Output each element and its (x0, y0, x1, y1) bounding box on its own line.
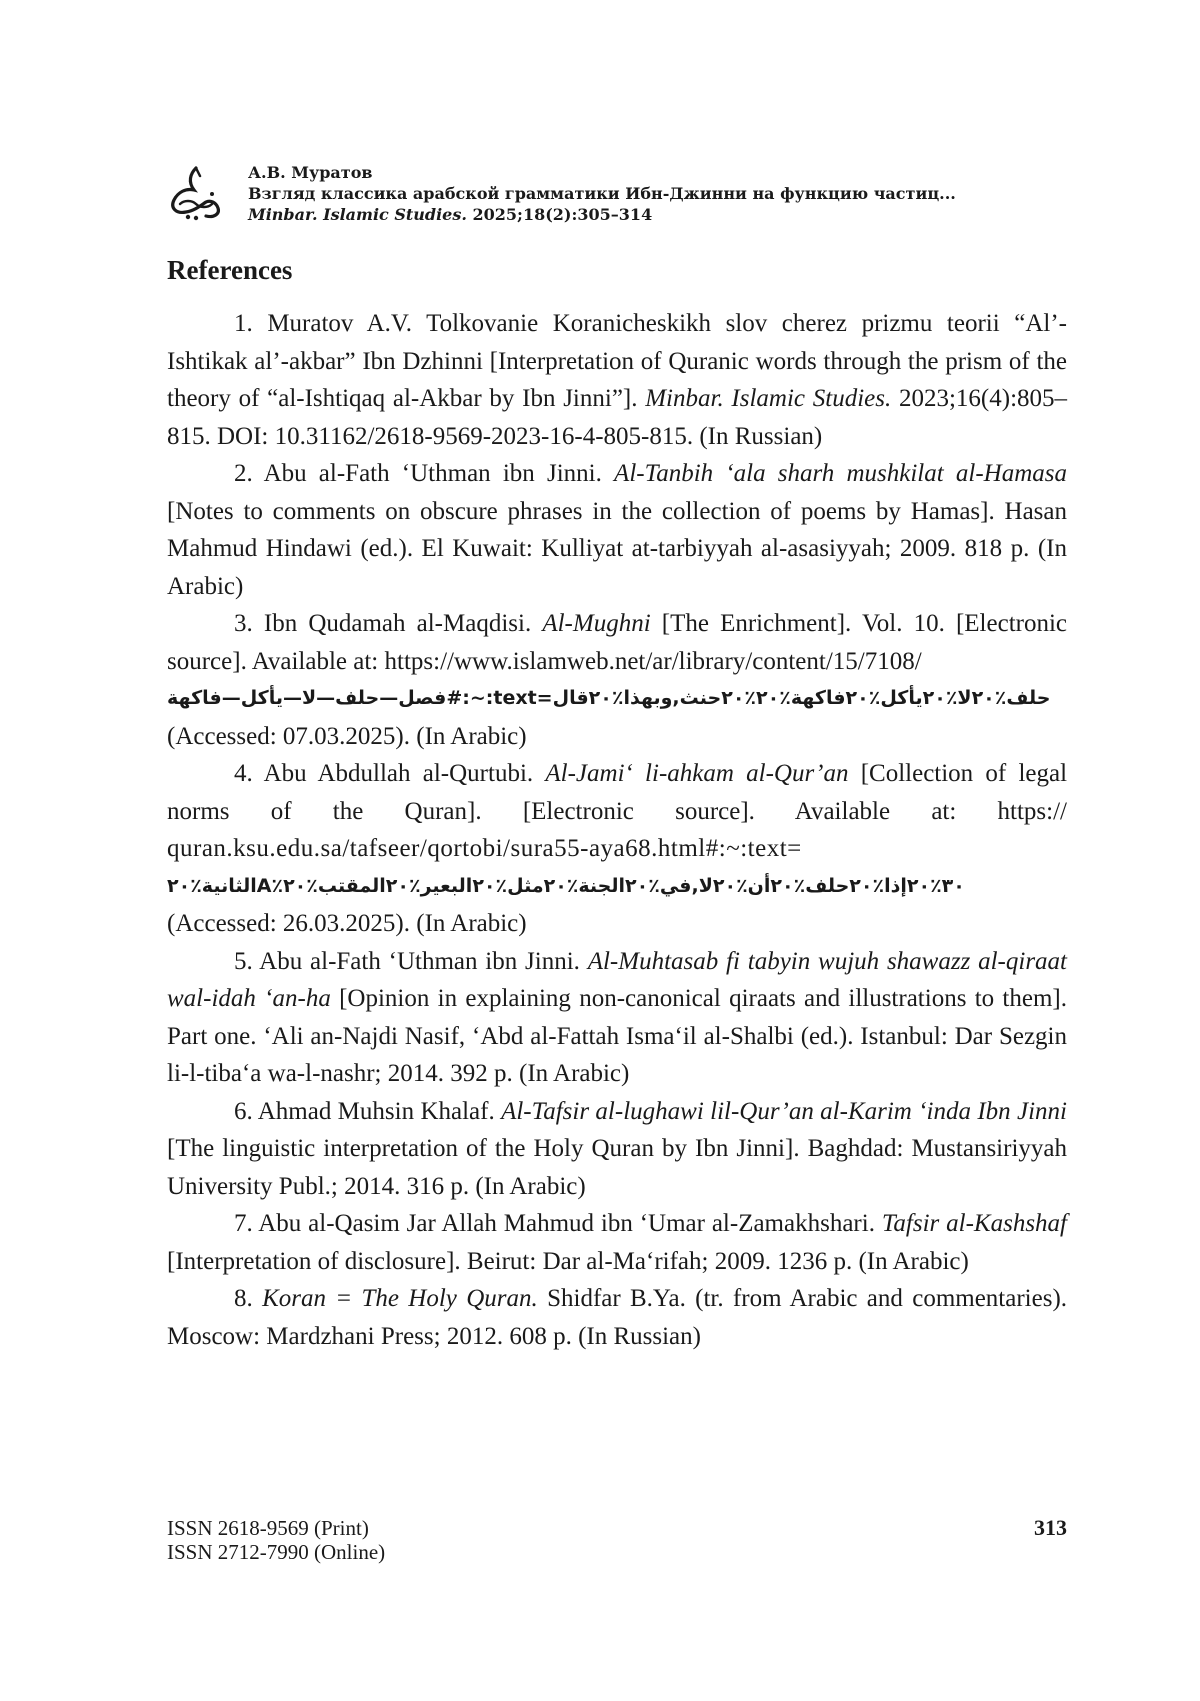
header-author: А.В. Муратов (248, 162, 956, 183)
issn-print: ISSN 2618-9569 (Print) (167, 1516, 1067, 1540)
minbar-calligraphy-logo-icon (166, 164, 224, 222)
reference-item: 1. Muratov A.V. Tolkovanie Koranicheskikh slov cherez prizmu teorii “Al’-Ishtikak al’-akbar” Ibn Dzhinni [Interpretation of Quranic words through the prism of the theory of “al-Ishtiqaq al-Akbar by Ibn Jinni”]. Minbar. Islamic Studies. 2023;16(4):805–815. DOI: 10.31162/2618-9569-2023-16-4-805-815. (In Russian) (167, 305, 1067, 455)
page-footer (167, 1516, 1067, 1564)
issn-online: ISSN 2712-7990 (Online) (167, 1540, 1067, 1564)
page (0, 0, 1200, 1701)
reference-item: 2. Abu al-Fath ‘Uthman ibn Jinni. Al-Tanbih ‘ala sharh mushkilat al-Hamasa [Notes to comments on obscure phrases in the collection of poems by Hamas]. Hasan Mahmud Hindawi (ed.). El Kuwait: Kulliyat at-tarbiyyah al-asasiyyah; 2009. 818 p. (In Arabic) (167, 455, 1067, 605)
header-text (248, 162, 956, 225)
reference-arabic-url[interactable]: الثانية٪٢٠A٪٣٠٪٢٠إذا٪٢٠حلف٪٢٠أن٪٢٠لا,في٪٢٠الجنة٪٢٠مثل٪٢٠البعير٪٢٠المقتب٪٢٠ (167, 868, 1067, 906)
header-journal: Minbar. Islamic Studies. (248, 205, 467, 224)
reference-item: 3. Ibn Qudamah al-Maqdisi. Al-Mughni [The Enrichment]. Vol. 10. [Electronic source]. Available at: https://www.islamweb.net/ar/library/content/15/7108/ فصل—حلف—لا—يأكل—فاكهة#:~:text=حلف٪٢٠لا٪٢٠يأكل٪٢٠فاكهة٪٢٠٪٢٠حنث,وبهذا٪٢٠قال (Accessed: 07.03.2025). (In Arabic) (167, 605, 1067, 755)
header-title: Взгляд классика арабской грамматики Ибн-Джинни на функцию частиц... (248, 183, 956, 204)
running-header (166, 162, 1066, 232)
reference-list (167, 305, 1067, 1355)
reference-item: 7. Abu al-Qasim Jar Allah Mahmud ibn ‘Umar al-Zamakhshari. Tafsir al-Kashshaf [Interpretation of disclosure]. Beirut: Dar al-Ma‘rifah; 2009. 1236 p. (In Arabic) (167, 1205, 1067, 1280)
reference-item: 8. Koran = The Holy Quran. Shidfar B.Ya. (tr. from Arabic and commentaries). Moscow: Mardzhani Press; 2012. 608 p. (In Russian) (167, 1280, 1067, 1355)
reference-item: 6. Ahmad Muhsin Khalaf. Al-Tafsir al-lughawi lil-Qur’an al-Karim ‘inda Ibn Jinni [The linguistic interpretation of the Holy Quran by Ibn Jinni]. Baghdad: Mustansiriyyah University Publ.; 2014. 316 p. (In Arabic) (167, 1093, 1067, 1206)
page-number: 313 (1034, 1516, 1067, 1540)
header-citation-line (248, 204, 956, 225)
header-citation: 2025;18(2):305–314 (473, 205, 653, 224)
reference-link[interactable]: quran.ksu.edu.sa/tafseer/qortobi/sura55-aya68.html#:~:text= (167, 835, 802, 862)
reference-link[interactable]: [The Enrichment]. Vol. 10. [Electronic source]. Available at: https://www.islamweb.net/ar/library/content/15/7108/ (167, 610, 1067, 675)
reference-item: 5. Abu al-Fath ‘Uthman ibn Jinni. Al-Muhtasab fi tabyin wujuh shawazz al-qiraat wal-idah ‘an-ha [Opinion in explaining non-canonical qiraats and illustrations to them]. Part one. ‘Ali an-Najdi Nasif, ‘Abd al-Fattah Isma‘il al-Shalbi (ed.). Istanbul: Dar Sezgin li-l-tiba‘a wa-l-nashr; 2014. 392 p. (In Arabic) (167, 943, 1067, 1093)
reference-item: 4. Abu Abdullah al-Qurtubi. Al-Jami‘ li-ahkam al-Qur’an [Collection of legal norms of the Quran]. [Electronic source]. Available at: https:// quran.ksu.edu.sa/tafseer/qortobi/sura55-aya68.html#:~:text= الثانية٪٢٠A٪٣٠٪٢٠إذا٪٢٠حلف٪٢٠أن٪٢٠لا,في٪٢٠الجنة٪٢٠مثل٪٢٠البعير٪٢٠المقتب٪٢٠ (Accessed: 26.03.2025). (In Arabic) (167, 755, 1067, 943)
section-title: References (167, 254, 292, 286)
reference-arabic-url[interactable]: فصل—حلف—لا—يأكل—فاكهة#:~:text=حلف٪٢٠لا٪٢٠يأكل٪٢٠فاكهة٪٢٠٪٢٠حنث,وبهذا٪٢٠قال (167, 680, 1067, 718)
